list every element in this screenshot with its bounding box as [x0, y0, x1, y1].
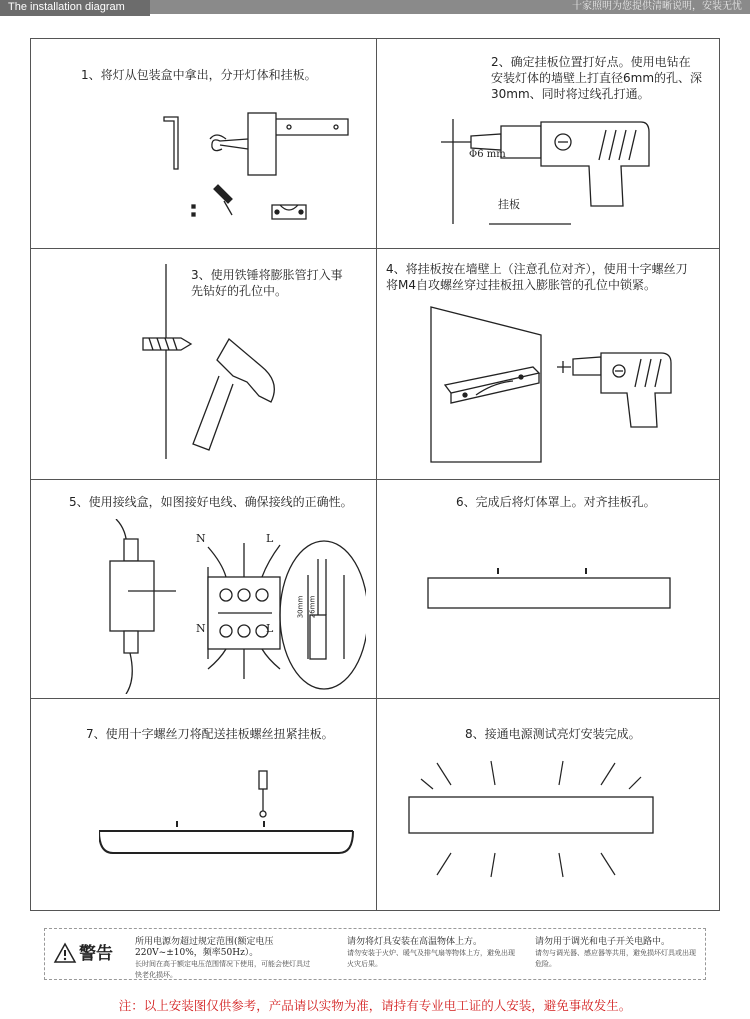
dimension-30mm: 30mm	[296, 595, 305, 619]
row-divider	[31, 248, 719, 249]
warning-column-1	[135, 937, 315, 981]
wire-l-label-bottom: L	[266, 622, 274, 635]
wire-n-label-top: N	[196, 532, 206, 545]
row-divider	[31, 479, 719, 480]
step-6-lamp-illustration	[426, 564, 676, 614]
plate-label: 挂板	[498, 198, 520, 211]
drill-size-label: Φ6 mm	[469, 149, 506, 160]
column-divider	[376, 39, 377, 910]
step-8-lit-lamp-illustration	[401, 757, 701, 907]
warning-column-2	[347, 937, 517, 970]
dimension-26mm: 26mm	[308, 595, 317, 619]
banner-slogan: 十家照明为您提供清晰说明，安装无忧	[572, 1, 742, 12]
wire-l-label-top: L	[266, 532, 274, 545]
step-6-text: 6、完成后将灯体罩上。对齐挂板孔。	[456, 495, 656, 509]
step-3-text: 3、使用铁锤将膨胀管打入事 先钻好的孔位中。	[191, 268, 343, 298]
warning-1-line-1: 所用电源勿超过规定范围(额定电压	[135, 937, 274, 947]
warning-2-line-1: 请勿将灯具安装在高温物体上方。	[347, 937, 483, 947]
step-4-text: 4、将挂板按在墙壁上（注意孔位对齐），使用十字螺丝刀 将M4自攻螺丝穿过挂板扭入膨胀管的孔位中锁紧。	[386, 262, 688, 292]
row-divider	[31, 698, 719, 699]
step-5-text: 5、使用接线盒，如图接好电线、确保接线的正确性。	[69, 495, 353, 509]
step-7-text: 7、使用十字螺丝刀将配送挂板螺丝扭紧挂板。	[86, 727, 334, 741]
page-title: The installation diagram	[0, 0, 150, 16]
warning-column-3	[535, 937, 701, 970]
step-7-lamp-illustration	[99, 767, 369, 862]
warning-1-line-2: 220V~±10%，频率50Hz）。	[135, 948, 259, 958]
step-1-illustration	[156, 109, 366, 224]
warning-2-line-2: 请勿安装于火炉、暖气及排气扇等物体上方，避免出现火灾后果。	[347, 949, 515, 968]
top-banner	[0, 0, 750, 14]
safety-footnote: 注：以上安装图仅供参考，产品请以实物为准，请持有专业电工证的人安装，避免事故发生。	[118, 998, 632, 1013]
warning-title: 警告	[79, 944, 113, 964]
step-5-wiring-illustration	[96, 519, 366, 694]
step-2-drill-illustration	[431, 114, 661, 244]
step-1-text: 1、将灯从包装盒中拿出，分开灯体和挂板。	[81, 68, 317, 82]
warning-1-line-3: 长时间在高于额定电压范围情况下使用，可能会使灯具过快老化损坏。	[135, 960, 310, 979]
warning-3-line-2: 请勿与调光器、感应器等共用，避免损坏灯具或出现危险。	[535, 949, 696, 968]
step-8-text: 8、接通电源测试亮灯安装完成。	[465, 727, 641, 741]
warning-triangle-icon	[53, 942, 77, 964]
wire-n-label-bottom: N	[196, 622, 206, 635]
installation-grid	[30, 38, 720, 911]
step-3-hammer-illustration	[131, 264, 291, 464]
warning-box	[44, 928, 706, 980]
step-4-wall-illustration	[421, 297, 711, 467]
step-2-text: 2、确定挂板位置打好点。使用电钻在 安装灯体的墙壁上打直径6mm的孔、深 30mm、同时将过线孔打通。	[491, 55, 703, 101]
warning-3-line-1: 请勿用于调光和电子开关电路中。	[535, 937, 671, 947]
